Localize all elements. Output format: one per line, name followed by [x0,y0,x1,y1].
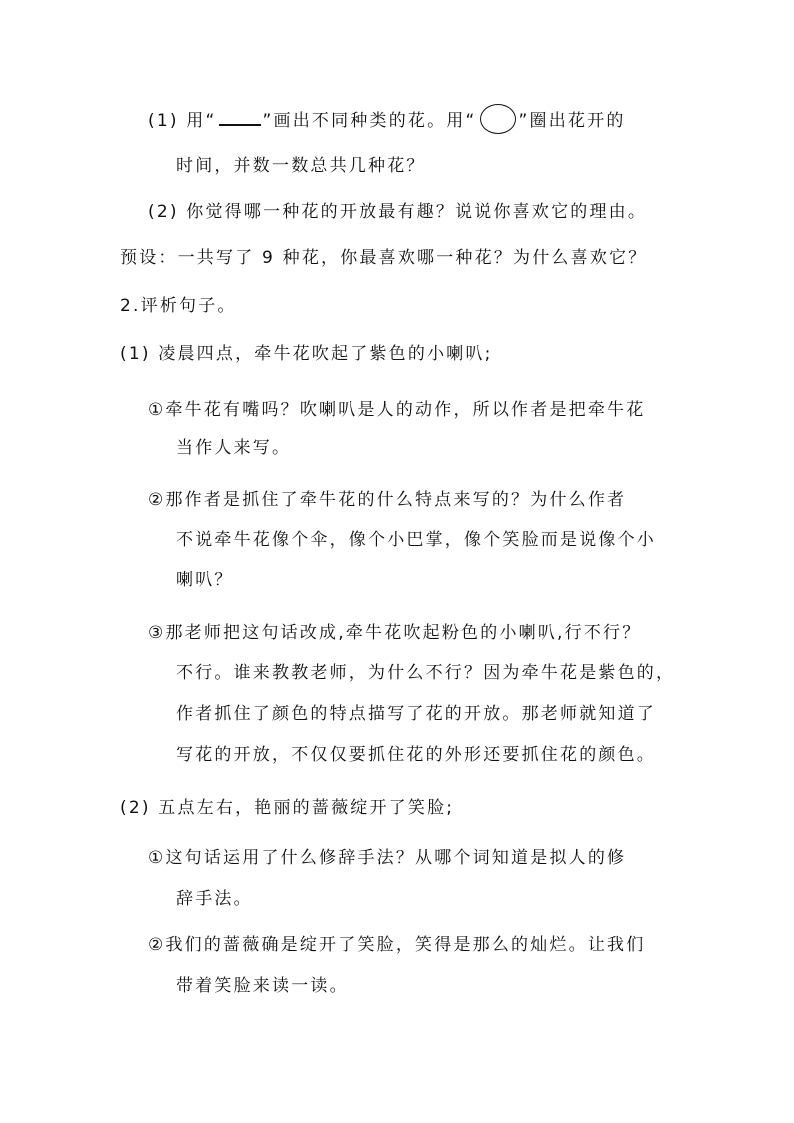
sentence-1-point-3-line-2: 不行。谁来教教老师，为什么不行？因为牵牛花是紫色的， [176,663,676,683]
sentence-1-point-1-line-1: ①牵牛花有嘴吗？吹喇叭是人的动作，所以作者是把牵牛花 [148,400,646,420]
question-1-text-c: ”圈出花开的 [518,111,626,131]
sentence-2-line: (2) 五点左右，艳丽的蔷薇绽开了笑脸; [120,798,455,818]
sentence-1-point-2-line-3: 喇叭？ [176,570,234,590]
question-1-line-1 [148,106,626,136]
sentence-1-point-3-line-3: 作者抓住了颜色的特点描写了花的开放。那老师就知道了 [176,704,656,724]
circle-sample-mark [480,104,516,134]
sentence-1-point-2-line-1: ②那作者是抓住了牵牛花的什么特点来写的？为什么作者 [148,490,627,510]
question-1-text-a: (1) 用“ [148,111,217,131]
question-1-text-b: ”画出不同种类的花。用“ [262,111,477,131]
sentence-2-point-2-line-2: 带着笑脸来读一读。 [176,976,349,996]
section-2-heading: 2.评析句子。 [120,296,237,316]
sentence-2-point-1-line-2: 辞手法。 [176,889,253,909]
sentence-2-point-2-line-1: ②我们的蔷薇确是绽开了笑脸，笑得是那么的灿烂。让我们 [148,935,646,955]
sentence-1-point-1-line-2: 当作人来写。 [176,438,292,458]
preset-line: 预设：一共写了 9 种花，你最喜欢哪一种花？为什么喜欢它？ [120,248,648,268]
sentence-1-line: (1) 凌晨四点，牵牛花吹起了紫色的小喇叭; [120,344,493,364]
sentence-1-point-2-line-2: 不说牵牛花像个伞，像个小巴掌，像个笑脸而是说像个小 [176,530,656,550]
question-2-line: (2) 你觉得哪一种花的开放最有趣？说说你喜欢它的理由。 [148,202,648,222]
question-1-line-2: 时间，并数一数总共几种花？ [176,156,426,176]
sentence-1-point-3-line-4: 写花的开放，不仅仅要抓住花的外形还要抓住花的颜色。 [176,745,656,765]
sentence-1-point-3-line-1: ③那老师把这句话改成,牵牛花吹起粉色的小喇叭,行不行？ [148,623,642,643]
underline-sample-mark [219,110,261,126]
sentence-2-point-1-line-1: ①这句话运用了什么修辞手法？从哪个词知道是拟人的修 [148,848,627,868]
